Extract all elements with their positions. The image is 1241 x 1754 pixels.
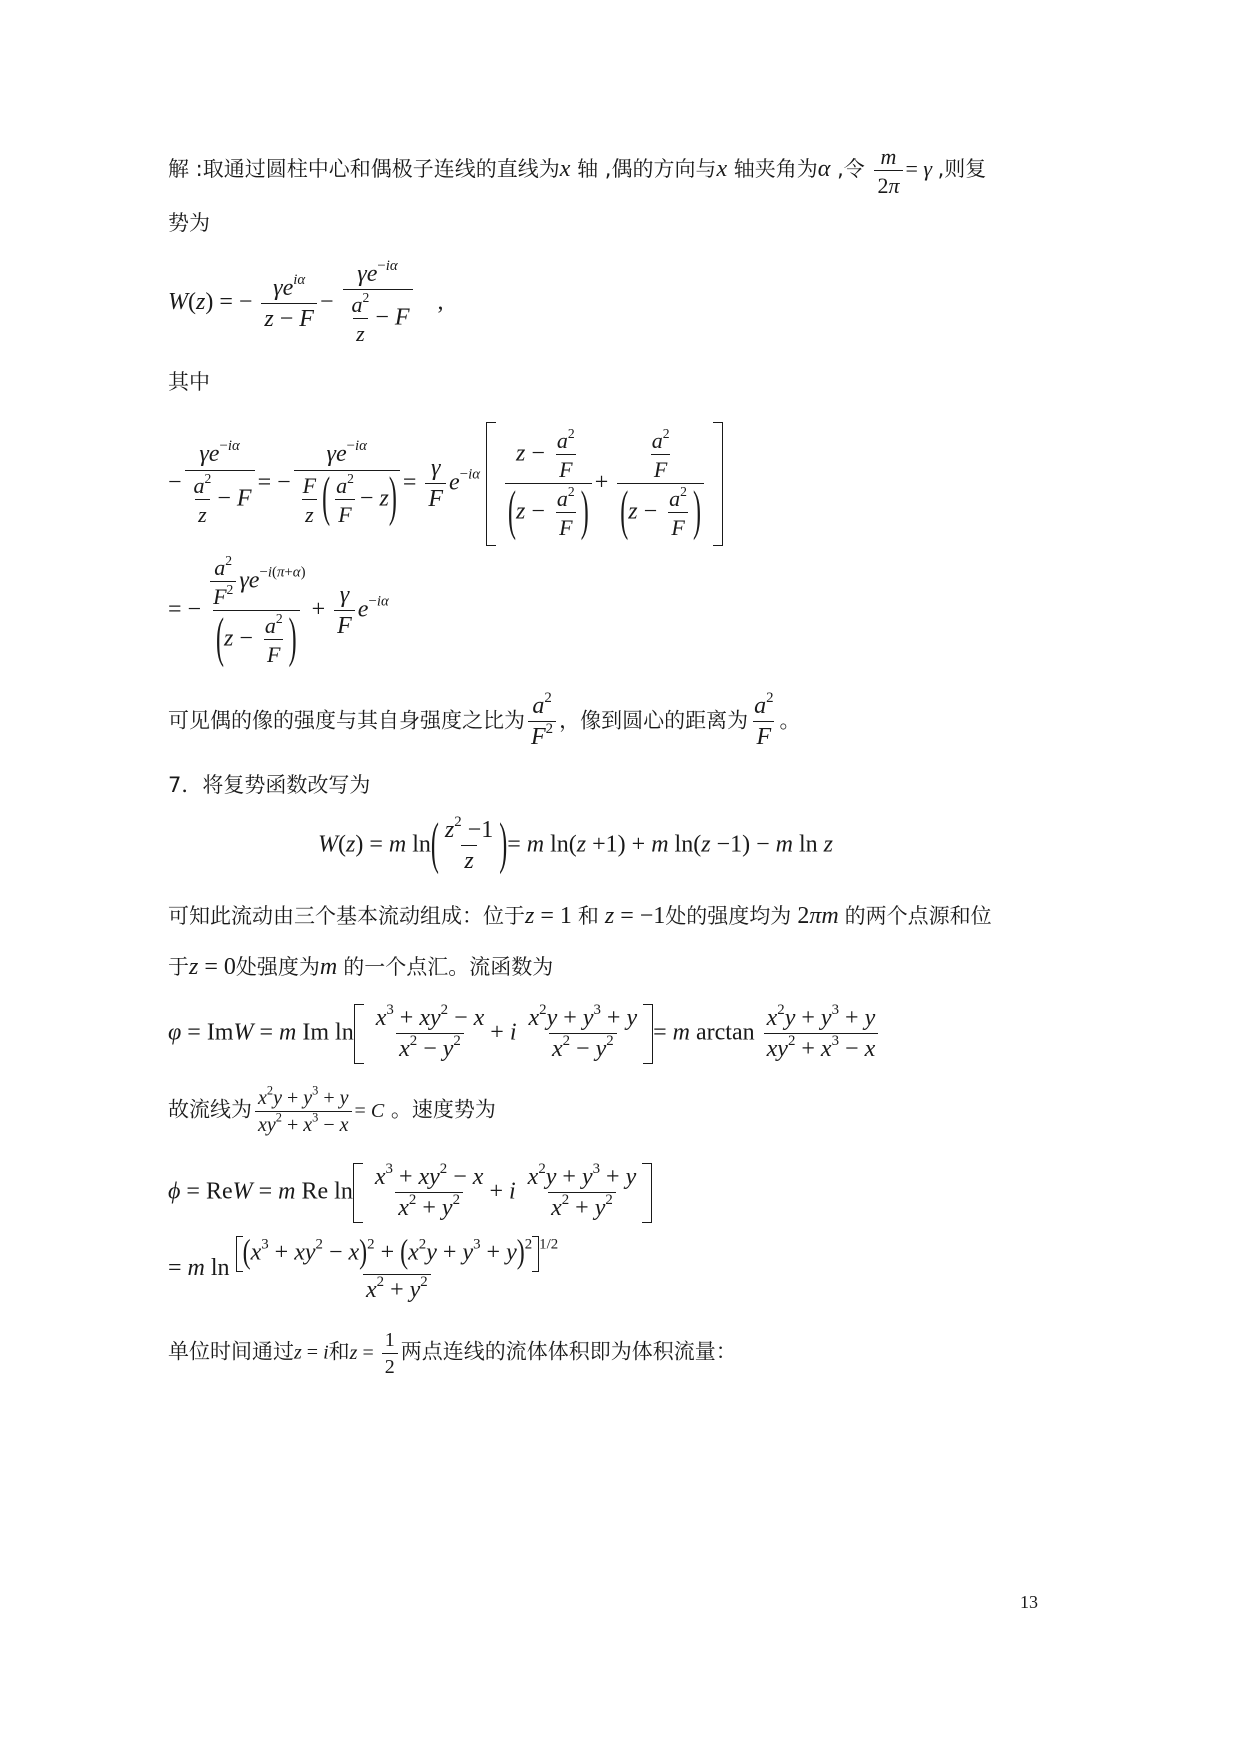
- math-distance: $\frac{a^2}{F}$: [754, 689, 774, 751]
- sink-text-3: 的一个点汇。流函数为: [343, 955, 554, 979]
- equation-derivation-2: = − $\frac{a^2}{F^2}$ $\gamma e^{-i(\pi+\alpha)}$ (z − $\frac{a^2}{F}$ ) + $\frac{\gamma}{F}$ $e^{-i\alpha}$: [168, 552, 389, 669]
- know-text-2: 和: [577, 904, 599, 928]
- math-2pim: 2πm: [791, 903, 839, 929]
- know-text-3: 处的强度均为: [665, 904, 792, 928]
- math-m: m: [319, 954, 338, 980]
- math-z-eq-i: z = i: [294, 1341, 329, 1364]
- math-gamma-def: $\frac{m}{2\pi}$ = γ: [871, 156, 937, 181]
- math-ratio: $\frac{a^2}{F^2}$: [525, 708, 559, 734]
- streamline-line: [168, 1083, 496, 1136]
- equation-velocity-potential-1: ϕ = ReW = m Re ln $\frac{x^3 + xy^2 - x}{x^2 + y^2}$ + i $\frac{x^2y + y^3 + y}{x^2 + y^2}$: [168, 1163, 652, 1223]
- know-line: [168, 901, 992, 931]
- flow-text-2: 和: [328, 1339, 350, 1364]
- item-7-heading: 7．将复势函数改写为: [168, 773, 371, 797]
- solution-text-5: ,则复: [937, 157, 987, 182]
- math-z-eq-half: z = $\frac{1}{2}$: [350, 1342, 401, 1364]
- flow-text-1: 单位时间通过: [168, 1339, 294, 1364]
- know-text-1: 可知此流动由三个基本流动组成：位于: [168, 904, 525, 928]
- conclusion-text-2: ，像到圆心的距离为: [559, 708, 749, 733]
- math-z-eq-0: z = 0: [189, 954, 236, 980]
- math-x-2: x: [716, 156, 728, 183]
- math-streamline: $\frac{x^2y + y^3 + y}{xy^2 + x^3 - x}$ = C: [252, 1100, 384, 1122]
- streamline-text-1: 故流线为: [168, 1097, 252, 1122]
- equation-wz: W(z) = − $\frac{\gamma e^{i\alpha}}{z - F}$ − $\gamma e^{-i\alpha}$ $\frac{a^2}{z}$ − F ,: [168, 257, 444, 347]
- math-z-eq-1: z = 1: [525, 903, 578, 929]
- math-z-eq-minus1: z = −1: [604, 903, 666, 929]
- equation-stream-function: φ = ImW = m Im ln $\frac{x^3 + xy^2 - x}{x^2 - y^2}$ + i $\frac{x^2y + y^3 + y}{x^2 - y^2}$ = m arctan $\frac{x^2y + y^3 + y}{xy^2 + x^3 - x}$: [168, 1004, 881, 1064]
- qizhong-text: 其中: [168, 370, 210, 394]
- flow-volume-line: [168, 1330, 737, 1378]
- equation-wz-log: W(z) = m ln( $\frac{z^2 -1}{z}$ )= m ln(z +1) + m ln(z −1) − m ln z: [318, 813, 833, 877]
- sink-text-1: 于: [168, 955, 189, 979]
- solution-text-2: 轴 ,偶的方向与: [577, 157, 717, 182]
- equation-derivation-1: − $\gamma e^{-i\alpha}$ $\frac{a^2}{z}$ − F = − $\gamma e^{-i\alpha}$ $\frac{F}{z}$ ( $\frac{a^2}{F}$ − z) = $\frac{\gamma}{F}$ $e^{-i\alpha}$ z − $\frac{a^2}{F}$ (z − $\frac{a^2}{F}$ ) + $\frac{a^2}{F}$ (z − $\frac{a^2}{F}$ ): [168, 422, 723, 546]
- solution-text-3: 轴夹角为: [733, 157, 818, 182]
- solution-text-1: 解 :取通过圆柱中心和偶极子连线的直线为: [168, 157, 560, 182]
- know-text-4: 的两个点源和位: [844, 904, 992, 928]
- solution-text-4: ,令: [837, 157, 865, 182]
- page-number: 13: [1020, 1592, 1038, 1612]
- streamline-text-2: 。速度势为: [384, 1097, 496, 1122]
- sink-text-2: 处强度为: [235, 955, 320, 979]
- flow-text-3: 两点连线的流体体积即为体积流量：: [400, 1339, 737, 1364]
- sink-line: [168, 952, 553, 982]
- conclusion-text-3: 。: [779, 708, 801, 733]
- solution-line-2: 势为: [168, 211, 210, 235]
- math-x: x: [559, 156, 571, 183]
- equation-velocity-potential-2: = m ln $\frac{(x^3 + xy^2 - x)^2 + (x^2y + y^3 + y)^2 ^{1/2}}{x^2 + y^2}$: [168, 1234, 559, 1303]
- solution-line-1: [168, 145, 986, 197]
- conclusion-line: [168, 689, 801, 751]
- conclusion-text-1: 可见偶的像的强度与其自身强度之比为: [168, 708, 525, 733]
- math-alpha: α: [817, 156, 831, 183]
